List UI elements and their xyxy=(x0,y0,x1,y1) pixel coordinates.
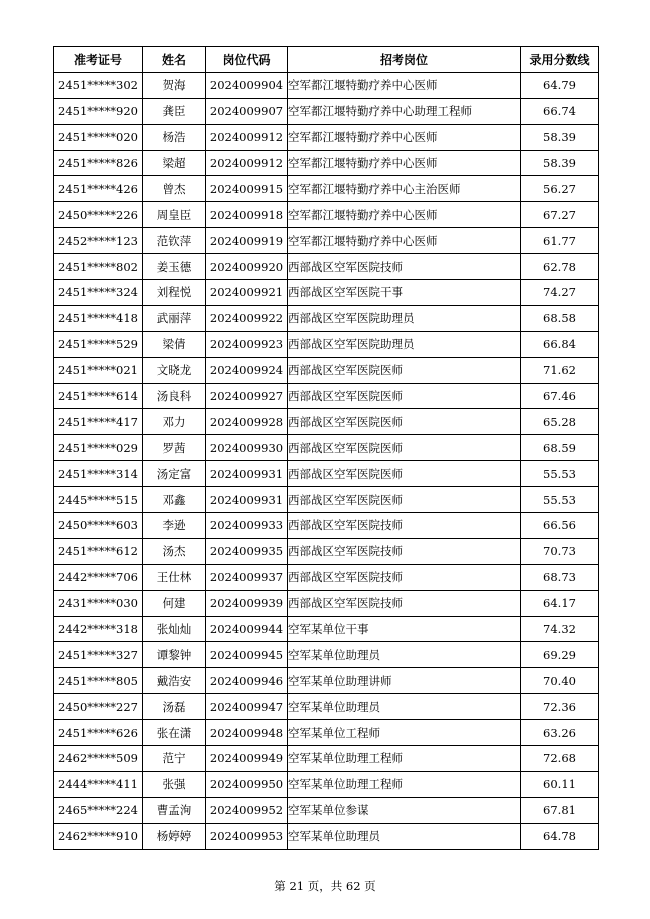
score-cell: 55.53 xyxy=(521,487,599,513)
page-footer: 第 21 页，共 62 页 xyxy=(274,879,376,893)
score-cell: 61.77 xyxy=(521,228,599,254)
header-position-code: 岗位代码 xyxy=(206,47,288,73)
name-cell: 张强 xyxy=(143,771,206,797)
table-row xyxy=(54,590,599,616)
name-cell: 曹孟洵 xyxy=(143,797,206,823)
position-cell: 空军都江堰特勤疗养中心医师 xyxy=(288,228,521,254)
exam-id-cell: 2445*****515 xyxy=(54,487,143,513)
position-cell: 西部战区空军医院技师 xyxy=(288,538,521,564)
position-cell: 空军都江堰特勤疗养中心医师 xyxy=(288,150,521,176)
name-cell: 刘程悦 xyxy=(143,280,206,306)
position-cell: 空军某单位助理工程师 xyxy=(288,771,521,797)
position-cell: 西部战区空军医院医师 xyxy=(288,409,521,435)
table-row xyxy=(54,72,599,98)
score-cell: 74.27 xyxy=(521,280,599,306)
score-cell: 68.73 xyxy=(521,564,599,590)
position-cell: 空军某单位助理工程师 xyxy=(288,746,521,772)
name-cell: 杨浩 xyxy=(143,124,206,150)
position-code-cell: 2024009921 xyxy=(206,280,288,306)
position-code-cell: 2024009946 xyxy=(206,668,288,694)
name-cell: 汤杰 xyxy=(143,538,206,564)
score-cell: 67.46 xyxy=(521,383,599,409)
exam-id-cell: 2431*****030 xyxy=(54,590,143,616)
score-cell: 60.11 xyxy=(521,771,599,797)
position-cell: 西部战区空军医院技师 xyxy=(288,513,521,539)
position-cell: 西部战区空军医院医师 xyxy=(288,357,521,383)
position-code-cell: 2024009919 xyxy=(206,228,288,254)
exam-id-cell: 2451*****426 xyxy=(54,176,143,202)
exam-id-cell: 2451*****805 xyxy=(54,668,143,694)
score-cell: 74.32 xyxy=(521,616,599,642)
position-code-cell: 2024009923 xyxy=(206,331,288,357)
name-cell: 邓力 xyxy=(143,409,206,435)
table-row xyxy=(54,150,599,176)
score-cell: 62.78 xyxy=(521,254,599,280)
position-code-cell: 2024009947 xyxy=(206,694,288,720)
score-cell: 67.27 xyxy=(521,202,599,228)
exam-id-cell: 2451*****826 xyxy=(54,150,143,176)
name-cell: 张在潇 xyxy=(143,720,206,746)
name-cell: 王仕林 xyxy=(143,564,206,590)
table-row xyxy=(54,461,599,487)
position-cell: 西部战区空军医院技师 xyxy=(288,254,521,280)
exam-id-cell: 2462*****509 xyxy=(54,746,143,772)
name-cell: 张灿灿 xyxy=(143,616,206,642)
position-code-cell: 2024009945 xyxy=(206,642,288,668)
score-cell: 66.74 xyxy=(521,98,599,124)
position-cell: 空军某单位干事 xyxy=(288,616,521,642)
score-cell: 68.59 xyxy=(521,435,599,461)
score-cell: 65.28 xyxy=(521,409,599,435)
position-cell: 西部战区空军医院医师 xyxy=(288,435,521,461)
table-row xyxy=(54,668,599,694)
score-cell: 69.29 xyxy=(521,642,599,668)
position-code-cell: 2024009949 xyxy=(206,746,288,772)
position-code-cell: 2024009907 xyxy=(206,98,288,124)
table-row xyxy=(54,409,599,435)
exam-id-cell: 2451*****529 xyxy=(54,331,143,357)
score-cell: 72.36 xyxy=(521,694,599,720)
name-cell: 杨婷婷 xyxy=(143,823,206,849)
position-code-cell: 2024009920 xyxy=(206,254,288,280)
table-row xyxy=(54,513,599,539)
position-code-cell: 2024009953 xyxy=(206,823,288,849)
table-row xyxy=(54,746,599,772)
name-cell: 汤磊 xyxy=(143,694,206,720)
table-row xyxy=(54,642,599,668)
exam-id-cell: 2462*****910 xyxy=(54,823,143,849)
name-cell: 武丽萍 xyxy=(143,305,206,331)
position-cell: 空军某单位助理员 xyxy=(288,694,521,720)
table-row xyxy=(54,305,599,331)
exam-id-cell: 2451*****324 xyxy=(54,280,143,306)
exam-id-cell: 2451*****626 xyxy=(54,720,143,746)
name-cell: 梁超 xyxy=(143,150,206,176)
position-cell: 空军某单位助理员 xyxy=(288,642,521,668)
position-code-cell: 2024009904 xyxy=(206,72,288,98)
header-exam-id: 准考证号 xyxy=(54,47,143,73)
exam-id-cell: 2452*****123 xyxy=(54,228,143,254)
position-code-cell: 2024009915 xyxy=(206,176,288,202)
table-row xyxy=(54,228,599,254)
exam-id-cell: 2451*****614 xyxy=(54,383,143,409)
score-cell: 64.79 xyxy=(521,72,599,98)
name-cell: 汤良科 xyxy=(143,383,206,409)
exam-id-cell: 2451*****327 xyxy=(54,642,143,668)
table-row xyxy=(54,564,599,590)
header-score-line: 录用分数线 xyxy=(521,47,599,73)
position-cell: 空军都江堰特勤疗养中心医师 xyxy=(288,124,521,150)
score-cell: 68.58 xyxy=(521,305,599,331)
results-table xyxy=(53,46,599,850)
name-cell: 谭黎钟 xyxy=(143,642,206,668)
table-row xyxy=(54,176,599,202)
exam-id-cell: 2451*****920 xyxy=(54,98,143,124)
position-cell: 空军某单位助理员 xyxy=(288,823,521,849)
score-cell: 64.17 xyxy=(521,590,599,616)
score-cell: 55.53 xyxy=(521,461,599,487)
exam-id-cell: 2451*****417 xyxy=(54,409,143,435)
position-cell: 西部战区空军医院干事 xyxy=(288,280,521,306)
table-row xyxy=(54,124,599,150)
score-cell: 63.26 xyxy=(521,720,599,746)
table-row xyxy=(54,202,599,228)
position-code-cell: 2024009944 xyxy=(206,616,288,642)
position-cell: 空军某单位助理讲师 xyxy=(288,668,521,694)
table-row xyxy=(54,616,599,642)
position-code-cell: 2024009939 xyxy=(206,590,288,616)
position-cell: 空军都江堰特勤疗养中心助理工程师 xyxy=(288,98,521,124)
score-cell: 56.27 xyxy=(521,176,599,202)
position-code-cell: 2024009933 xyxy=(206,513,288,539)
position-cell: 空军都江堰特勤疗养中心医师 xyxy=(288,72,521,98)
table-row xyxy=(54,331,599,357)
exam-id-cell: 2451*****020 xyxy=(54,124,143,150)
table-row xyxy=(54,280,599,306)
exam-id-cell: 2442*****318 xyxy=(54,616,143,642)
table-row xyxy=(54,383,599,409)
name-cell: 范钦萍 xyxy=(143,228,206,254)
position-code-cell: 2024009952 xyxy=(206,797,288,823)
name-cell: 周皇臣 xyxy=(143,202,206,228)
position-code-cell: 2024009950 xyxy=(206,771,288,797)
score-cell: 64.78 xyxy=(521,823,599,849)
position-code-cell: 2024009922 xyxy=(206,305,288,331)
name-cell: 范宁 xyxy=(143,746,206,772)
exam-id-cell: 2451*****314 xyxy=(54,461,143,487)
exam-id-cell: 2451*****021 xyxy=(54,357,143,383)
name-cell: 罗茜 xyxy=(143,435,206,461)
table-row xyxy=(54,357,599,383)
name-cell: 汤定富 xyxy=(143,461,206,487)
header-position: 招考岗位 xyxy=(288,47,521,73)
exam-id-cell: 2442*****706 xyxy=(54,564,143,590)
position-cell: 西部战区空军医院医师 xyxy=(288,487,521,513)
score-cell: 71.62 xyxy=(521,357,599,383)
position-cell: 空军某单位参谋 xyxy=(288,797,521,823)
exam-id-cell: 2451*****612 xyxy=(54,538,143,564)
name-cell: 贺海 xyxy=(143,72,206,98)
position-cell: 西部战区空军医院技师 xyxy=(288,564,521,590)
position-code-cell: 2024009912 xyxy=(206,150,288,176)
exam-id-cell: 2450*****227 xyxy=(54,694,143,720)
position-code-cell: 2024009930 xyxy=(206,435,288,461)
name-cell: 龚臣 xyxy=(143,98,206,124)
exam-id-cell: 2450*****226 xyxy=(54,202,143,228)
exam-id-cell: 2444*****411 xyxy=(54,771,143,797)
table-body xyxy=(54,72,599,849)
score-cell: 72.68 xyxy=(521,746,599,772)
table-row xyxy=(54,98,599,124)
name-cell: 李逊 xyxy=(143,513,206,539)
header-row xyxy=(54,47,599,73)
name-cell: 何建 xyxy=(143,590,206,616)
exam-id-cell: 2465*****224 xyxy=(54,797,143,823)
score-cell: 70.73 xyxy=(521,538,599,564)
table-row xyxy=(54,823,599,849)
position-cell: 空军都江堰特勤疗养中心主治医师 xyxy=(288,176,521,202)
name-cell: 邓鑫 xyxy=(143,487,206,513)
table-row xyxy=(54,771,599,797)
table-row xyxy=(54,720,599,746)
name-cell: 戴浩安 xyxy=(143,668,206,694)
exam-id-cell: 2451*****418 xyxy=(54,305,143,331)
exam-id-cell: 2451*****802 xyxy=(54,254,143,280)
position-code-cell: 2024009937 xyxy=(206,564,288,590)
exam-id-cell: 2450*****603 xyxy=(54,513,143,539)
name-cell: 曾杰 xyxy=(143,176,206,202)
score-cell: 70.40 xyxy=(521,668,599,694)
table-header xyxy=(54,47,599,73)
position-cell: 西部战区空军医院医师 xyxy=(288,461,521,487)
table-row xyxy=(54,487,599,513)
table-row xyxy=(54,435,599,461)
exam-id-cell: 2451*****029 xyxy=(54,435,143,461)
table-row xyxy=(54,797,599,823)
position-cell: 西部战区空军医院医师 xyxy=(288,383,521,409)
table-row xyxy=(54,694,599,720)
position-cell: 西部战区空军医院助理员 xyxy=(288,305,521,331)
score-cell: 67.81 xyxy=(521,797,599,823)
header-name: 姓名 xyxy=(143,47,206,73)
position-cell: 西部战区空军医院技师 xyxy=(288,590,521,616)
position-code-cell: 2024009918 xyxy=(206,202,288,228)
position-cell: 空军某单位工程师 xyxy=(288,720,521,746)
position-code-cell: 2024009928 xyxy=(206,409,288,435)
position-cell: 空军都江堰特勤疗养中心医师 xyxy=(288,202,521,228)
table-row xyxy=(54,254,599,280)
position-code-cell: 2024009931 xyxy=(206,461,288,487)
position-code-cell: 2024009924 xyxy=(206,357,288,383)
position-code-cell: 2024009931 xyxy=(206,487,288,513)
position-cell: 西部战区空军医院助理员 xyxy=(288,331,521,357)
score-cell: 66.56 xyxy=(521,513,599,539)
position-code-cell: 2024009912 xyxy=(206,124,288,150)
score-cell: 66.84 xyxy=(521,331,599,357)
name-cell: 梁倩 xyxy=(143,331,206,357)
score-cell: 58.39 xyxy=(521,124,599,150)
name-cell: 文晓龙 xyxy=(143,357,206,383)
score-cell: 58.39 xyxy=(521,150,599,176)
position-code-cell: 2024009927 xyxy=(206,383,288,409)
position-code-cell: 2024009935 xyxy=(206,538,288,564)
name-cell: 姜玉德 xyxy=(143,254,206,280)
table-row xyxy=(54,538,599,564)
position-code-cell: 2024009948 xyxy=(206,720,288,746)
exam-id-cell: 2451*****302 xyxy=(54,72,143,98)
